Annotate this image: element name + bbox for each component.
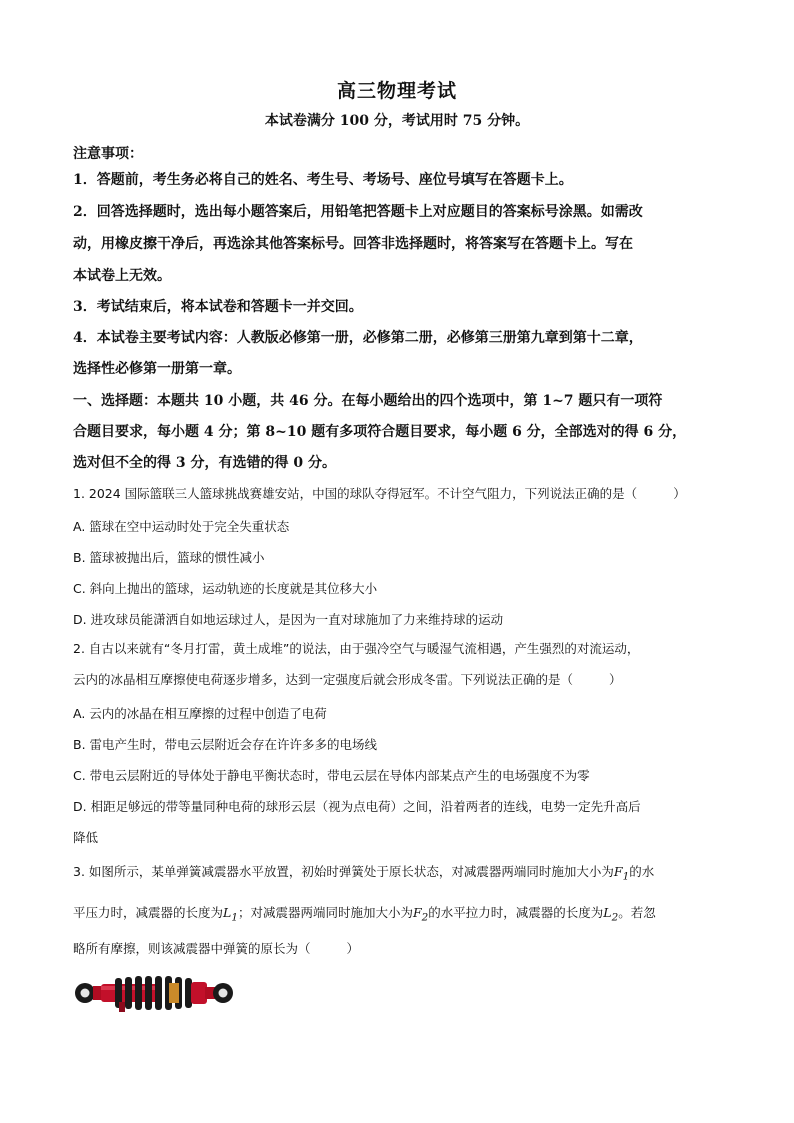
question-3-text-c: 平压力时，减震器的长度为 xyxy=(73,905,224,920)
var-f2: $F_2$ xyxy=(412,905,429,924)
question-3-text-f: 。若忽 xyxy=(618,905,656,920)
var-l1: $L_1$ xyxy=(223,905,238,924)
question-2-text: 云内的冰晶相互摩擦使电荷逐步增多，达到一定强度后就会形成冬雷。下列说法正确的是（ xyxy=(73,672,574,687)
note-4-line-2: 选择性必修第一册第一章。 xyxy=(73,361,241,377)
question-1-option-a: A. 篮球在空中运动时处于完全失重状态 xyxy=(73,519,290,534)
question-2-option-c: C. 带电云层附近的导体处于静电平衡状态时，带电云层在导体内部某点产生的电场强度不为零 xyxy=(73,768,590,783)
note-4-line-1: 4．本试卷主要考试内容：人教版必修第一册，必修第二册，必修第三册第九章到第十二章， xyxy=(73,330,643,346)
question-2-option-a: A. 云内的冰晶在相互摩擦的过程中创造了电荷 xyxy=(73,706,327,721)
question-3-text-e: 的水平拉力时，减震器的长度为 xyxy=(428,905,604,920)
question-3-text-d: ；对减震器两端同时施加大小为 xyxy=(237,905,413,920)
var-l2: $L_2$ xyxy=(603,905,619,924)
question-2-line-1: 2. 自古以来就有“冬月打雷，黄土成堆”的说法，由于强冷空气与暖湿气流相遇，产生强烈的对流运动， xyxy=(73,641,640,656)
question-3-line-3 xyxy=(73,941,723,956)
section-1-line-1: 一、选择题：本题共 10 小题，共 46 分。在每小题给出的四个选项中，第 1~7 题只有一项符 xyxy=(73,393,663,409)
section-1-line-2: 合题目要求，每小题 4 分；第 8~10 题有多项符合题目要求，每小题 6 分，全部选对的得 6 分， xyxy=(73,424,687,440)
question-3-text-g: 略所有摩擦，则该减震器中弹簧的原长为（ xyxy=(73,941,311,956)
question-3-text-a: 3. 如图所示，某单弹簧减震器水平放置，初始时弹簧处于原长状态，对减震器两端同时施加大小为 xyxy=(73,864,614,879)
note-3: 3．考试结束后，将本试卷和答题卡一并交回。 xyxy=(73,299,363,315)
page-subtitle: 本试卷满分 100 分，考试用时 75 分钟。 xyxy=(264,113,530,129)
question-2-option-d-line-1: D. 相距足够远的带等量同种电荷的球形云层（视为点电荷）之间，沿着两者的连线，电势一定先升高后 xyxy=(73,799,641,814)
question-1-option-b: B. 篮球被抛出后，篮球的惯性减小 xyxy=(73,550,265,565)
question-2-option-b: B. 雷电产生时，带电云层附近会存在许许多多的电场线 xyxy=(73,737,378,752)
section-1-line-3: 选对但不全的得 3 分，有选错的得 0 分。 xyxy=(73,455,336,471)
question-3-line-1 xyxy=(73,864,723,883)
var-f1: $F_1$ xyxy=(613,864,630,883)
question-1-stem xyxy=(73,486,723,501)
question-2-line-2 xyxy=(73,672,723,687)
question-3-text-b: 的水 xyxy=(629,864,655,879)
question-1-option-d: D. 进攻球员能潇洒自如地运球过人，是因为一直对球施加了力来维持球的运动 xyxy=(73,612,504,627)
notes-heading: 注意事项： xyxy=(73,146,143,162)
question-1-paren-close: ） xyxy=(673,486,686,501)
note-1: 1．答题前，考生务必将自己的姓名、考生号、考场号、座位号填写在答题卡上。 xyxy=(73,172,573,188)
shock-absorber-icon xyxy=(73,968,238,1018)
page-title: 高三物理考试 xyxy=(336,80,457,102)
question-2-option-d-line-2: 降低 xyxy=(73,830,99,845)
question-3-line-2 xyxy=(73,905,723,924)
shock-absorber-image xyxy=(73,968,238,1018)
question-2-paren-close: ） xyxy=(609,672,622,687)
question-1-text: 1. 2024 国际篮联三人篮球挑战赛雄安站，中国的球队夺得冠军。不计空气阻力，下列说法正确的是（ xyxy=(73,486,638,501)
note-2-line-3: 本试卷上无效。 xyxy=(73,268,171,284)
note-2-line-2: 动，用橡皮擦干净后，再选涂其他答案标号。回答非选择题时，将答案写在答题卡上。写在 xyxy=(73,236,633,252)
question-3-paren-close: ） xyxy=(346,941,360,956)
question-1-option-c: C. 斜向上抛出的篮球，运动轨迹的长度就是其位移大小 xyxy=(73,581,378,596)
note-2-line-1: 2．回答选择题时，选出每小题答案后，用铅笔把答题卡上对应题目的答案标号涂黑。如需改 xyxy=(73,204,643,220)
